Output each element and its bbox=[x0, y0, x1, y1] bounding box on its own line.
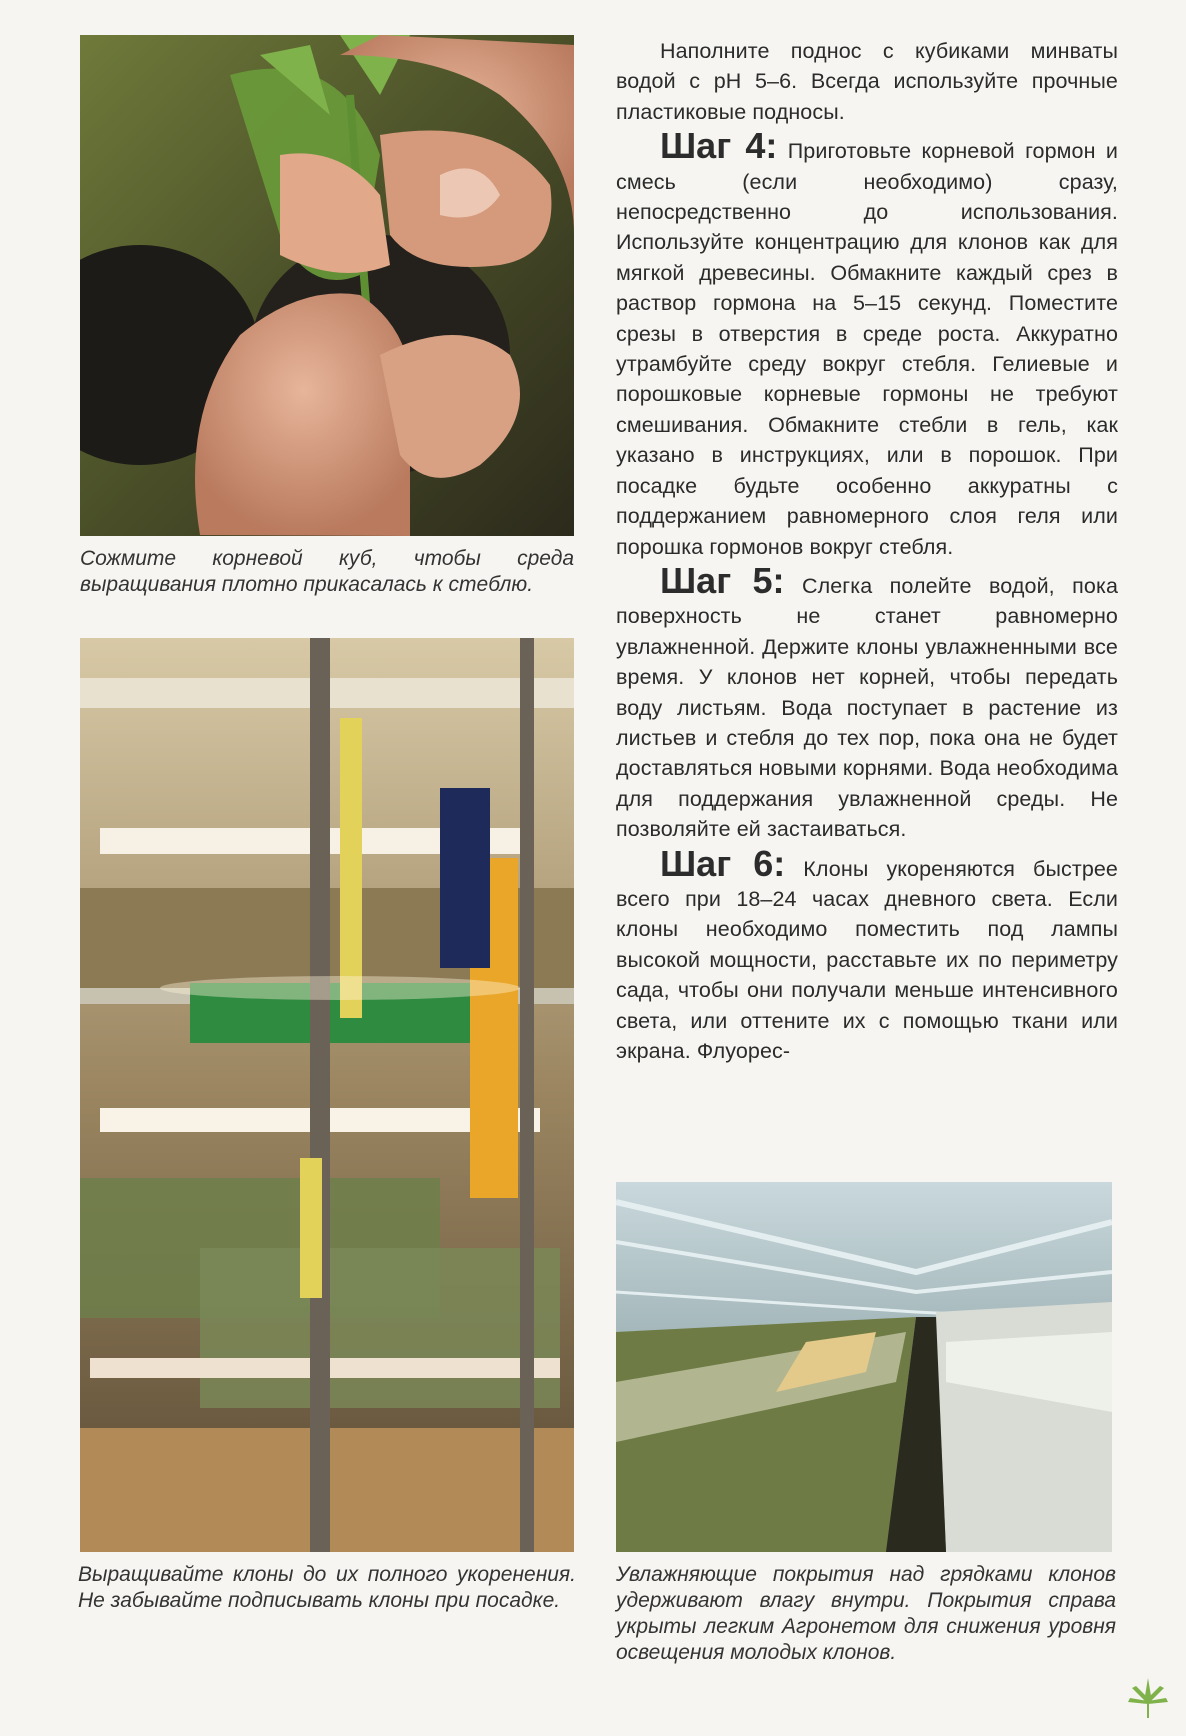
photo-clone-shelves bbox=[80, 638, 574, 1552]
intro-paragraph: Наполните поднос с кубиками минваты водой с pH 5–6. Всегда используйте прочные пластиковые подносы. bbox=[616, 39, 1118, 124]
step-4-text: Приготовьте корневой гормон и смесь (если необходимо) сразу, непосредственно до использования. Используйте концентрацию для клонов как для мягкой древесины. Обмакните каждый срез в раствор гормона на 5–15 секунд. Поместите срезы в отверстия в среде роста. Аккуратно утрамбуйте среду вокруг стебля. Гелиевые и порошковые корневые гормоны не требуют смешивания. Обмакните стебли в гель, как указано в инструкциях, или в порошок. При посадке будьте особенно аккуратны с поддержанием равномерного слоя геля или порошка гормонов вокруг стебля. bbox=[616, 139, 1118, 559]
step-4-paragraph bbox=[616, 125, 1118, 562]
cannabis-leaf-icon bbox=[1124, 1674, 1172, 1722]
photo-root-cube bbox=[80, 35, 574, 536]
photo-greenhouse bbox=[616, 1182, 1112, 1552]
step-6-text: Клоны укореняются быстрее всего при 18–24 часах дневного света. Если клоны необходимо поместить под лампы высокой мощности, расставьте их по периметру сада, чтобы они получали меньше интенсивного света, или оттените их с помощью ткани или экрана. Флуорес- bbox=[616, 856, 1118, 1063]
step-5-heading: Шаг 5: bbox=[660, 559, 785, 601]
step-6-paragraph bbox=[616, 842, 1118, 1067]
photo-greenhouse-caption: Увлажняющие покрытия над грядками клонов удерживают влагу внутри. Покрытия справа укрыты легким Агронетом для снижения уровня освещения молодых клонов. bbox=[616, 1563, 1116, 1664]
step-5-paragraph bbox=[616, 559, 1119, 845]
step-6-heading: Шаг 6: bbox=[660, 842, 786, 884]
step-5-text: Слегка полейте водой, пока поверхность не станет равномерно увлажненной. Держите клоны увлажненными все время. У клонов нет корней, чтобы передать воду листьям. Вода поступает в растение из листьев и стебля до тех пор, пока она не будет доставляться новыми корнями. Вода необходима для поддержания увлажненной среды. Не позволяйте ей застаиваться. bbox=[616, 573, 1119, 842]
article-body bbox=[616, 36, 1118, 1066]
step-4-heading: Шаг 4: bbox=[660, 125, 778, 167]
photo-clone-shelves-caption: Выращивайте клоны до их полного укоренения. Не забывайте подписывать клоны при посадке. bbox=[78, 1563, 576, 1612]
photo-root-cube-caption: Сожмите корневой куб, чтобы среда выращивания плотно прикасалась к стеблю. bbox=[80, 547, 574, 596]
